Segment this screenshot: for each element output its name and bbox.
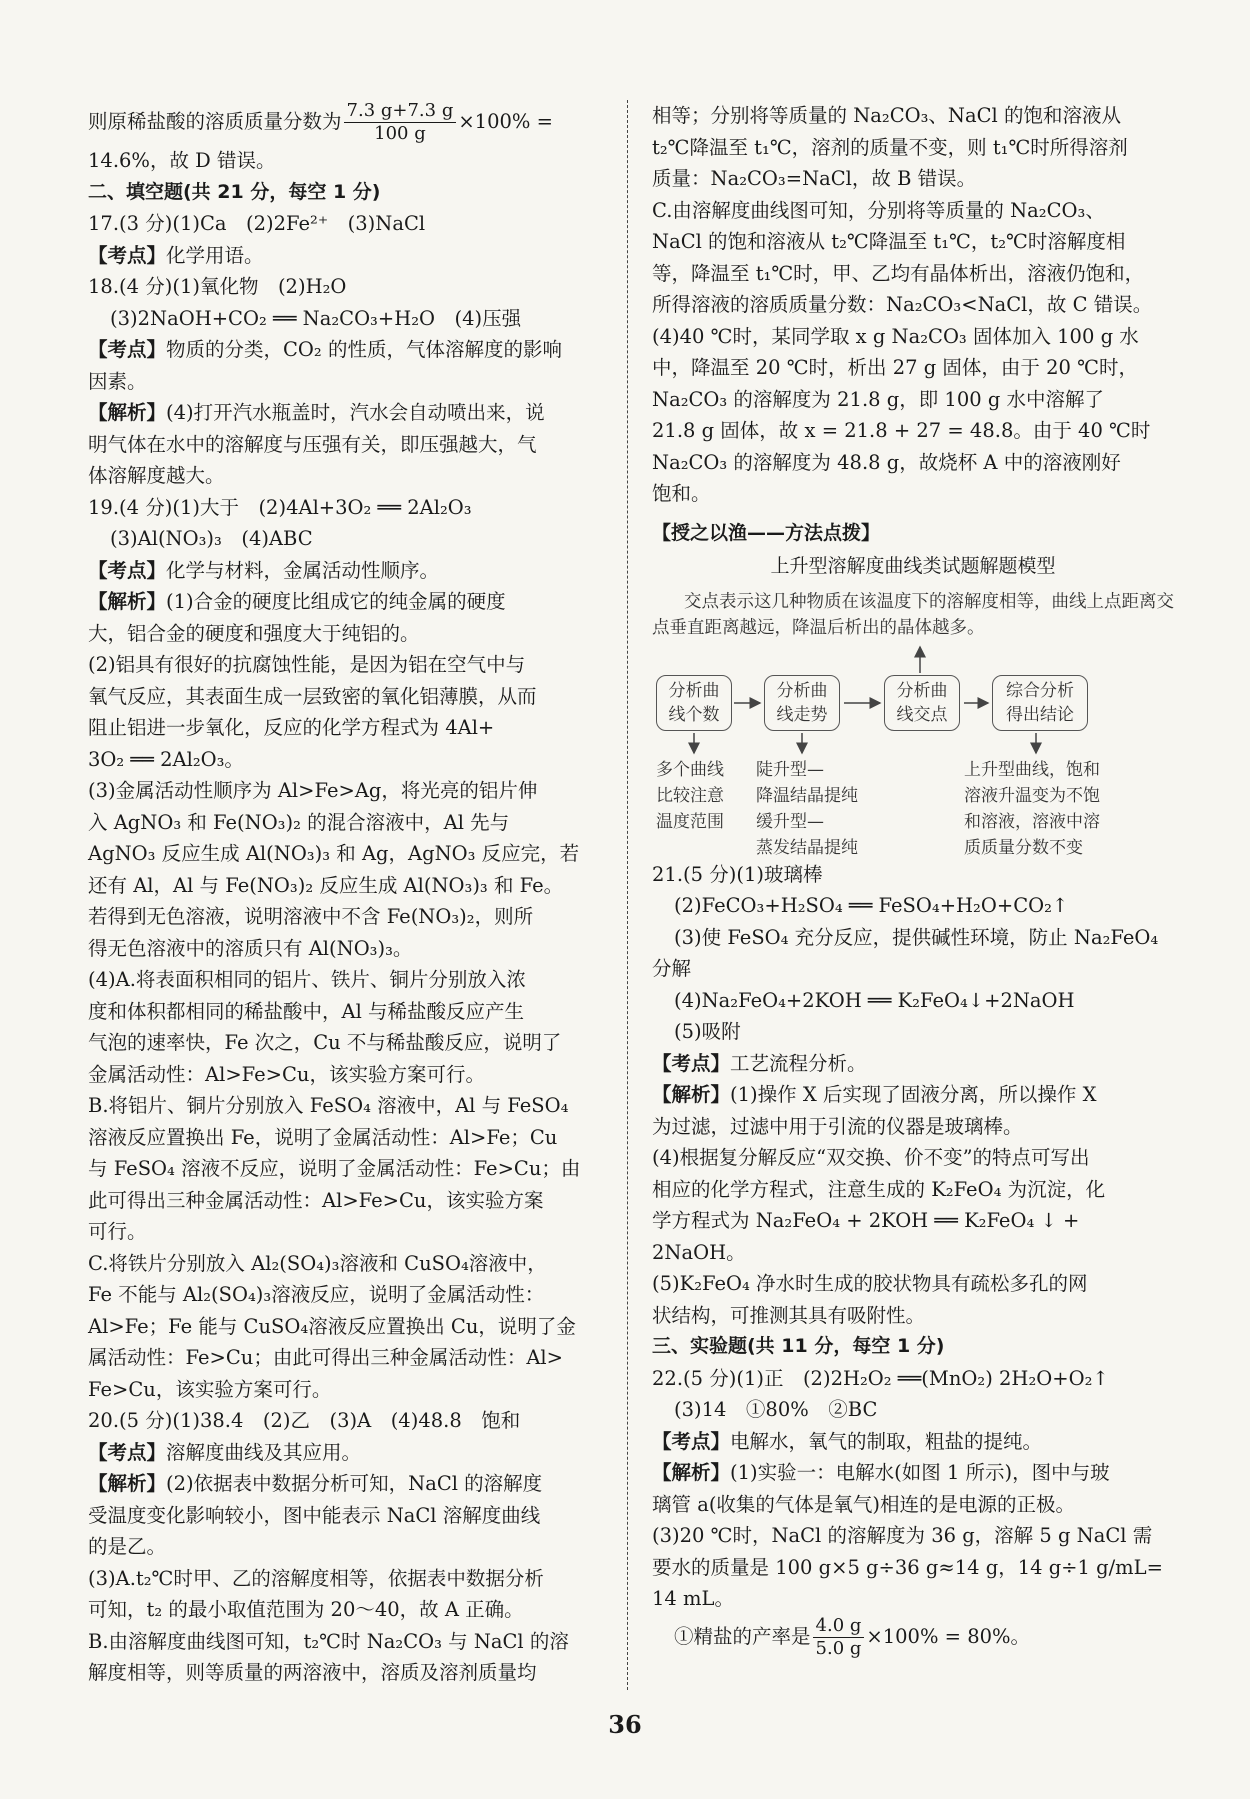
answer-line: 20.(5 分)(1)38.4 (2)乙 (3)A (4)48.8 饱和	[88, 1409, 521, 1432]
line: 还有 Al，Al 与 Fe(NO₃)₂ 反应生成 Al(NO₃)₃ 和 Fe。	[88, 873, 564, 897]
tag-label: 【解析】	[652, 1083, 731, 1106]
left-column	[88, 100, 608, 1689]
section-heading: 二、填空题(共 21 分，每空 1 分)	[88, 180, 381, 203]
tag-label: 【考点】	[88, 243, 167, 267]
step-box-curve-trend	[764, 675, 840, 731]
fraction-numerator: 4.0 g	[813, 1615, 865, 1638]
line: 14.6%，故 D 错误。	[88, 149, 276, 172]
line: 氧气反应，其表面生成一层致密的氧化铝薄膜，从而	[88, 684, 537, 708]
fraction-numerator: 7.3 g+7.3 g	[344, 100, 457, 123]
line: 质量：Na₂CO₃=NaCl，故 B 错误。	[652, 167, 977, 190]
box-text: 分析曲	[776, 680, 828, 701]
line: 饱和。	[652, 482, 711, 505]
note-conclusion	[964, 757, 1100, 861]
line: Al>Fe；Fe 能与 CuSO₄溶液反应置换出 Cu，说明了金	[88, 1314, 576, 1338]
box-text: 分析曲	[668, 680, 720, 701]
text: ×100% = 80%。	[866, 1624, 1031, 1648]
text: 工艺流程分析。	[730, 1051, 867, 1075]
tag-label: 【考点】	[652, 1429, 731, 1453]
line: Fe>Cu，该实验方案可行。	[88, 1377, 332, 1401]
line: (3)20 ℃时，NaCl 的溶解度为 36 g，溶解 5 g NaCl 需	[652, 1524, 1153, 1547]
box-text: 综合分析	[1006, 680, 1074, 701]
line: 入 AgNO₃ 和 Fe(NO₃)₂ 的混合溶液中，Al 先与	[88, 810, 510, 834]
line: 14 mL。	[652, 1587, 734, 1610]
fraction	[813, 1615, 865, 1660]
line: 气泡的速率快，Fe 次之，Cu 不与稀盐酸反应，说明了	[88, 1031, 562, 1054]
note-text: 降温结晶提纯	[756, 785, 858, 806]
line: C.由溶解度曲线图可知，分别将等质量的 Na₂CO₃、	[652, 198, 1105, 222]
line	[652, 1426, 1174, 1458]
line: 3O₂ ══ 2Al₂O₃。	[88, 747, 244, 771]
line: (4)40 ℃时，某同学取 x g Na₂CO₃ 固体加入 100 g 水	[652, 324, 1139, 348]
fraction-denominator: 100 g	[374, 123, 426, 144]
line: C.将铁片分别放入 Al₂(SO₄)₃溶液和 CuSO₄溶液中，	[88, 1251, 547, 1275]
line	[88, 555, 608, 587]
line: (4)根据复分解反应“双交换、价不变”的特点可写出	[652, 1146, 1090, 1169]
text: 溶解度曲线及其应用。	[166, 1440, 362, 1464]
step-box-curve-intersection	[884, 675, 960, 731]
line: 金属活动性：Al>Fe>Cu，该实验方案可行。	[88, 1062, 485, 1086]
note-text: 质质量分数不变	[964, 837, 1083, 858]
line: 大，铝合金的硬度和强度大于纯铝的。	[88, 621, 420, 645]
line: B.由溶解度曲线图可知，t₂℃时 Na₂CO₃ 与 NaCl 的溶	[88, 1629, 569, 1653]
line	[88, 397, 608, 429]
tag-label: 【考点】	[88, 558, 167, 582]
box-text: 分析曲	[896, 680, 948, 701]
note-text: 缓升型—	[756, 811, 824, 832]
tag-label: 【解析】	[652, 1461, 731, 1484]
line: 解度相等，则等质量的两溶液中，溶质及溶剂质量均	[88, 1661, 537, 1684]
note-text: 和溶液，溶液中溶	[964, 811, 1100, 832]
line: 2NaOH。	[652, 1240, 746, 1264]
line: 溶液反应置换出 Fe，说明了金属活动性：Al>Fe；Cu	[88, 1125, 558, 1149]
solution-model-diagram	[652, 589, 1174, 859]
line	[652, 1048, 1174, 1080]
text: (4)打开汽水瓶盖时，汽水会自动喷出来，说	[166, 401, 545, 424]
line: 状结构，可推测其具有吸附性。	[652, 1303, 926, 1327]
line: 若得到无色溶液，说明溶液中不含 Fe(NO₃)₂，则所	[88, 905, 534, 928]
step-box-curve-count	[656, 675, 732, 731]
line: AgNO₃ 反应生成 Al(NO₃)₃ 和 Ag，AgNO₃ 反应完，若	[88, 842, 580, 865]
answer-line: (2)FeCO₃+H₂SO₄ ══ FeSO₄+H₂O+CO₂↑	[674, 894, 1069, 917]
note-text: 陡升型—	[756, 759, 824, 780]
line: (5)K₂FeO₄ 净水时生成的胶状物具有疏松多孔的网	[652, 1272, 1088, 1295]
text: ×100% =	[458, 110, 553, 133]
line: 相应的化学方程式，注意生成的 K₂FeO₄ 为沉淀，化	[652, 1177, 1106, 1201]
note-curve-trend	[756, 757, 858, 861]
note-text: 温度范围	[656, 811, 724, 832]
text: 电解水，氧气的制取，粗盐的提纯。	[730, 1429, 1043, 1453]
line: 得无色溶液中的溶质只有 Al(NO₃)₃。	[88, 936, 413, 960]
line: 学方程式为 Na₂FeO₄ + 2KOH ══ K₂FeO₄ ↓ +	[652, 1209, 1080, 1232]
line	[88, 586, 608, 618]
line: t₂℃降温至 t₁℃，溶剂的质量不变，则 t₁℃时所得溶剂	[652, 135, 1128, 159]
tag-label: 【解析】	[88, 590, 167, 613]
answer-line: 21.(5 分)(1)玻璃棒	[652, 862, 823, 886]
tag-label: 【考点】	[88, 338, 167, 361]
line: 与 FeSO₄ 溶液不反应，说明了金属活动性：Fe>Cu；由	[88, 1157, 581, 1180]
line: (2)铝具有很好的抗腐蚀性能，是因为铝在空气中与	[88, 653, 526, 676]
line	[88, 334, 608, 366]
answer-line: (3)Al(NO₃)₃ (4)ABC	[110, 527, 313, 550]
note-text: 上升型曲线，饱和	[964, 759, 1100, 780]
line: 属活动性：Fe>Cu；由此可得出三种金属活动性：Al>	[88, 1346, 563, 1369]
text: 则原稀盐酸的溶质质量分数为	[88, 110, 342, 133]
answer-line: (3)2NaOH+CO₂ ══ Na₂CO₃+H₂O (4)压强	[110, 306, 522, 330]
answer-line: 分解	[652, 957, 692, 980]
line: 要水的质量是 100 g×5 g÷36 g≈14 g，14 g÷1 g/mL=	[652, 1555, 1163, 1579]
section-heading: 三、实验题(共 11 分，每空 1 分)	[652, 1335, 945, 1357]
line: (3)A.t₂℃时甲、乙的溶解度相等，依据表中数据分析	[88, 1566, 544, 1590]
tag-label: 【考点】	[88, 1440, 167, 1464]
text: (1)合金的硬度比组成它的纯金属的硬度	[166, 590, 506, 613]
page-number: 36	[608, 1710, 642, 1739]
fraction	[344, 100, 457, 145]
line: 为过滤，过滤中用于引流的仪器是玻璃棒。	[652, 1114, 1023, 1138]
text: (2)依据表中数据分析可知，NaCl 的溶解度	[166, 1472, 543, 1495]
answer-line: 17.(3 分)(1)Ca (2)2Fe²⁺ (3)NaCl	[88, 212, 426, 235]
line	[88, 1468, 608, 1500]
text: 物质的分类，CO₂ 的性质，气体溶解度的影响	[166, 338, 562, 361]
diagram-intro: 交点表示这几种物质在该温度下的溶解度相等，曲线上点距离交点垂直距离越远，降温后析出的晶体越多。	[652, 591, 1174, 638]
line	[652, 1457, 1174, 1489]
line	[652, 1079, 1174, 1111]
text: ①精盐的产率是	[674, 1624, 811, 1648]
answer-line: (5)吸附	[674, 1020, 741, 1043]
line: NaCl 的饱和溶液从 t₂℃降温至 t₁℃，t₂℃时溶解度相	[652, 230, 1126, 253]
line: B.将铝片、铜片分别放入 FeSO₄ 溶液中，Al 与 FeSO₄	[88, 1094, 569, 1117]
line	[88, 100, 608, 145]
line: 此可得出三种金属活动性：Al>Fe>Cu，该实验方案	[88, 1188, 544, 1212]
line	[88, 240, 608, 272]
note-text: 蒸发结晶提纯	[756, 837, 858, 858]
line: 可知，t₂ 的最小取值范围为 20～40，故 A 正确。	[88, 1598, 524, 1621]
line: (3)金属活动性顺序为 Al>Fe>Ag，将光亮的铝片伸	[88, 779, 538, 802]
answer-line: (3)14 ①80% ②BC	[674, 1398, 878, 1421]
line: 体溶解度越大。	[88, 464, 225, 487]
box-text: 线交点	[896, 704, 948, 725]
tag-label: 【解析】	[88, 1472, 167, 1495]
fraction-denominator: 5.0 g	[815, 1637, 862, 1659]
line: 璃管 a(收集的气体是氧气)相连的是电源的正极。	[652, 1492, 1076, 1516]
line: 可行。	[88, 1220, 147, 1243]
line: 受温度变化影响较小，图中能表示 NaCl 溶解度曲线	[88, 1503, 541, 1527]
text: 化学用语。	[166, 243, 264, 267]
column-divider	[627, 100, 628, 1690]
box-text: 线走势	[776, 704, 828, 725]
tag-label: 【考点】	[652, 1051, 731, 1075]
text: 化学与材料，金属活动性顺序。	[166, 558, 440, 582]
answer-line: (4)Na₂FeO₄+2KOH ══ K₂FeO₄↓+2NaOH	[674, 988, 1075, 1012]
tag-label: 【解析】	[88, 401, 167, 424]
right-column	[652, 100, 1174, 1660]
line: 因素。	[88, 369, 147, 393]
answer-line: 19.(4 分)(1)大于 (2)4Al+3O₂ ══ 2Al₂O₃	[88, 495, 472, 519]
text: (1)操作 X 后实现了固液分离，所以操作 X	[730, 1083, 1097, 1106]
note-curve-count	[656, 757, 724, 835]
line: (4)A.将表面积相同的铝片、铁片、铜片分别放入浓	[88, 968, 526, 991]
diagram-title: 上升型溶解度曲线类试题解题模型	[770, 555, 1056, 577]
line	[88, 1437, 608, 1469]
note-text: 比较注意	[656, 785, 724, 806]
text: (1)实验一：电解水(如图 1 所示)，图中与玻	[730, 1461, 1110, 1484]
line: 所得溶液的溶质质量分数：Na₂CO₃<NaCl，故 C 错误。	[652, 293, 1153, 316]
method-box-heading: 【授之以渔——方法点拨】	[652, 521, 881, 544]
line: 相等；分别将等质量的 Na₂CO₃、NaCl 的饱和溶液从	[652, 104, 1121, 127]
note-text: 多个曲线	[656, 759, 724, 780]
line: 的是乙。	[88, 1535, 167, 1558]
line: 中，降温至 20 ℃时，析出 27 g 固体，由于 20 ℃时，	[652, 356, 1138, 379]
line: 明气体在水中的溶解度与压强有关，即压强越大，气	[88, 432, 537, 456]
step-box-conclusion	[992, 675, 1088, 731]
line: 21.8 g 固体，故 x = 21.8 + 27 = 48.8。由于 40 ℃时	[652, 419, 1151, 442]
answer-line: 18.(4 分)(1)氧化物 (2)H₂O	[88, 275, 347, 298]
line: Na₂CO₃ 的溶解度为 21.8 g，即 100 g 水中溶解了	[652, 387, 1105, 411]
line: 度和体积都相同的稀盐酸中，Al 与稀盐酸反应产生	[88, 999, 525, 1023]
answer-line: 22.(5 分)(1)正 (2)2H₂O₂ ══(MnO₂) 2H₂O+O₂↑	[652, 1366, 1109, 1390]
line: Fe 不能与 Al₂(SO₄)₃溶液反应，说明了金属活动性：	[88, 1283, 545, 1306]
line: Na₂CO₃ 的溶解度为 48.8 g，故烧杯 A 中的溶液刚好	[652, 450, 1121, 474]
line: 等，降温至 t₁℃时，甲、乙均有晶体析出，溶液仍饱和，	[652, 261, 1145, 285]
line: 阻止铝进一步氧化，反应的化学方程式为 4Al+	[88, 716, 495, 739]
note-text: 溶液升温变为不饱	[964, 785, 1100, 806]
line	[652, 1615, 1174, 1660]
box-text: 线个数	[668, 704, 720, 725]
answer-line: (3)使 FeSO₄ 充分反应，提供碱性环境，防止 Na₂FeO₄	[674, 925, 1159, 949]
box-text: 得出结论	[1006, 704, 1074, 725]
